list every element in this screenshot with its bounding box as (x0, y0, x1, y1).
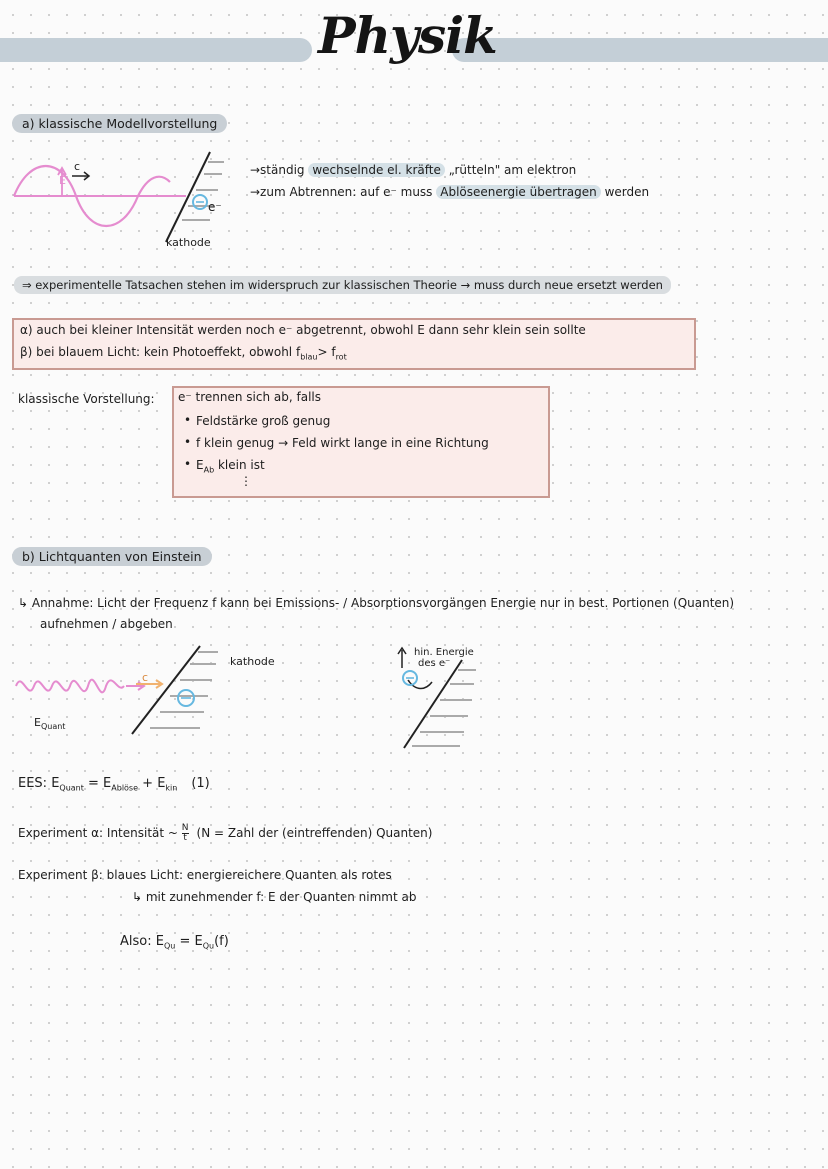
kinetic-energy-diagram (396, 646, 516, 756)
also-equation: Also: $E_{Qu} = E_{Qu}(f)$ (120, 934, 229, 951)
experiment-alpha: Experiment α: Intensität ~ $\frac{N}{t}$ (N = Zahl der (eintreffenden) Quanten) (18, 823, 433, 843)
ees-equation: EES: $E_{Quant} = E_{Ablöse} + E_{kin}$ (1) (18, 776, 210, 793)
alpha-observation: α) auch bei kleiner Intensität werden noch e⁻ abgetrennt, obwohl E dann sehr klein sein sollte (20, 323, 586, 337)
section-b-label: b) Lichtquanten von Einstein (12, 547, 212, 566)
beta-observation: β) bei blauem Licht: kein Photoeffekt, obwohl $f_{blau}> f_{rot}$ (20, 345, 347, 362)
assumption-line-1: ↳ Annahme: Licht der Frequenz f kann bei Emissions- / Absorptionsvorgängen Energie nur in best. Portionen (Quanten) (18, 596, 735, 610)
cathode-line-c (404, 660, 462, 748)
e-field-label: E (59, 174, 66, 187)
experiment-beta: Experiment β: blaues Licht: energiereichere Quanten als rotes (18, 868, 392, 882)
section-a-label: a) klassische Modellvorstellung (12, 114, 227, 133)
classic-bullet-1: →ständig wechselnde el. kräfte „rütteln" am elektron (250, 163, 577, 177)
classic-item-1: • Feldstärke groß genug (182, 414, 489, 428)
cathode-label: kathode (166, 236, 211, 249)
page-title: Physik (318, 6, 497, 65)
header-bar-left (0, 38, 312, 62)
classic-idea-head: e⁻ trennen sich ab, falls (178, 390, 322, 404)
energy-label-1: hin. Energie (414, 647, 474, 658)
assumption-line-2: aufnehmen / abgeben (40, 617, 173, 631)
classic-bullet-2: →zum Abtrennen: auf e⁻ muss Ablöseenergie übertragen werden (250, 185, 650, 199)
classic-item-2: • f klein genug → Feld wirkt lange in eine Richtung (182, 436, 489, 450)
classic-idea-label: klassische Vorstellung: (18, 392, 155, 406)
e-quant-label: $E_{Quant}$ (34, 716, 66, 732)
header-bar-right (452, 38, 828, 62)
classic-item-3: • $E_{Ab}$ klein ist (182, 458, 489, 474)
photon-wave (16, 680, 124, 693)
energy-label-2: des e⁻ (418, 658, 451, 669)
classic-dots: ⋮ (240, 474, 252, 488)
photon-c-label: c (142, 671, 149, 684)
classic-idea-list (182, 414, 489, 482)
cathode-label-b: kathode (230, 655, 275, 668)
c-label: c (74, 160, 81, 173)
electron-label: e⁻ (208, 200, 222, 214)
experiment-beta-sub: ↳ mit zunehmender f: E der Quanten nimmt ab (132, 890, 417, 904)
conclusion-line: ⇒ experimentelle Tatsachen stehen im widerspruch zur klassischen Theorie → muss durch neue ersetzt werden (14, 276, 671, 294)
